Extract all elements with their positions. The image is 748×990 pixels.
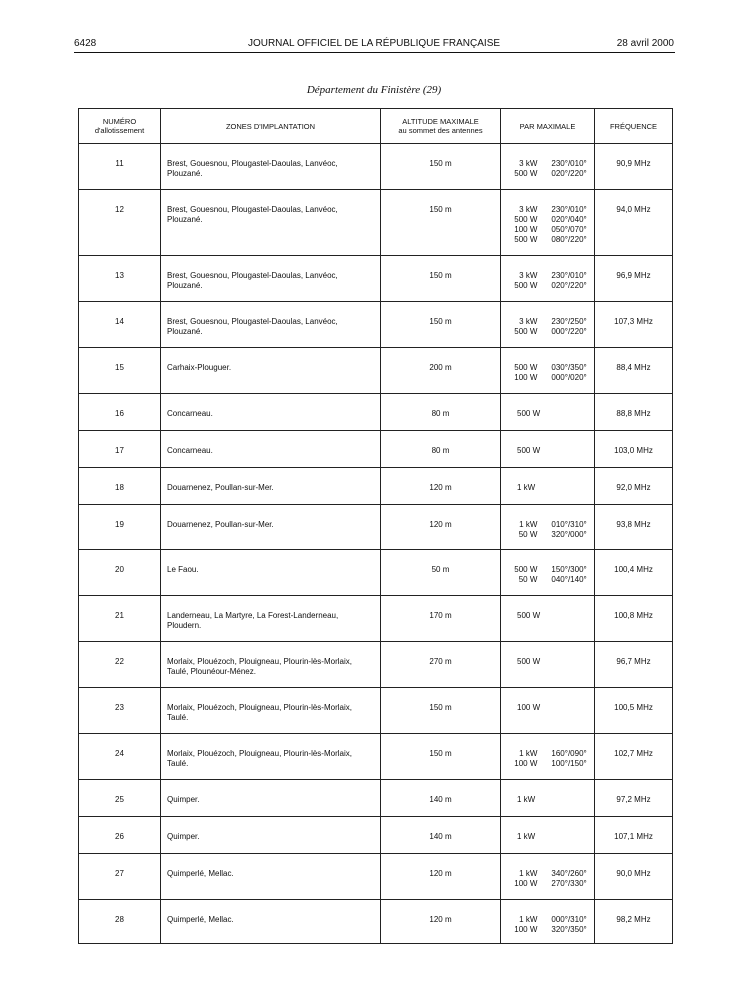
table-row [79, 144, 673, 190]
allotment-number: 27 [79, 854, 161, 900]
power-value: 500 W [514, 281, 538, 290]
implantation-zones: Quimper. [161, 780, 381, 817]
par-entry [501, 832, 593, 842]
azimuth-range [551, 409, 593, 419]
max-altitude: 150 m [381, 190, 501, 256]
implantation-zones: Quimperlé, Mellac. [161, 900, 381, 944]
azimuth-range [551, 832, 593, 842]
par-entry [501, 759, 593, 769]
azimuth-range: 020°/040° [551, 215, 587, 224]
max-altitude: 150 m [381, 302, 501, 348]
power-value: 1 kW [519, 749, 538, 758]
azimuth-range: 010°/310° [551, 520, 587, 529]
par-entry [501, 915, 593, 925]
frequency: 97,2 MHz [595, 780, 673, 817]
max-altitude: 150 m [381, 144, 501, 190]
azimuth-range: 000°/310° [551, 915, 587, 924]
max-altitude: 120 m [381, 900, 501, 944]
azimuth-range: 020°/220° [551, 169, 587, 178]
max-altitude: 50 m [381, 550, 501, 596]
allotment-number: 22 [79, 642, 161, 688]
azimuth-range [551, 657, 593, 667]
frequency: 92,0 MHz [595, 468, 673, 505]
implantation-zones: Carhaix-Plouguer. [161, 348, 381, 394]
par-entry [501, 409, 593, 419]
max-par-cell [501, 900, 595, 944]
par-entry [501, 703, 593, 713]
frequency: 107,3 MHz [595, 302, 673, 348]
azimuth-range: 320°/000° [551, 530, 587, 539]
azimuth-range: 080°/220° [551, 235, 587, 244]
power-value: 3 kW [519, 159, 538, 168]
power-value: 1 kW [519, 915, 538, 924]
azimuth-range: 230°/010° [551, 205, 587, 214]
max-altitude: 80 m [381, 431, 501, 468]
header-rule [74, 52, 675, 53]
max-par-cell [501, 642, 595, 688]
azimuth-range: 230°/010° [551, 159, 587, 168]
journal-title: JOURNAL OFFICIEL DE LA RÉPUBLIQUE FRANÇAISE [247, 38, 501, 49]
table-row [79, 394, 673, 431]
par-entry [501, 373, 593, 383]
power-value: 50 W [518, 530, 538, 539]
azimuth-range: 270°/330° [551, 879, 587, 888]
max-par-cell [501, 734, 595, 780]
max-altitude: 150 m [381, 256, 501, 302]
power-value: 3 kW [519, 271, 538, 280]
allotment-number: 12 [79, 190, 161, 256]
allotment-number: 24 [79, 734, 161, 780]
frequency: 96,9 MHz [595, 256, 673, 302]
par-entry [501, 795, 593, 805]
max-par-cell [501, 550, 595, 596]
max-par-cell [501, 596, 595, 642]
frequency: 102,7 MHz [595, 734, 673, 780]
col-header-number: NUMÉRO d'allotissement [79, 109, 161, 144]
allotment-table [78, 108, 673, 944]
allotment-number: 17 [79, 431, 161, 468]
frequency: 90,9 MHz [595, 144, 673, 190]
max-altitude: 120 m [381, 854, 501, 900]
azimuth-range: 000°/020° [551, 373, 587, 382]
par-entry [501, 281, 593, 291]
allotment-number: 20 [79, 550, 161, 596]
max-altitude: 80 m [381, 394, 501, 431]
par-entry [501, 575, 593, 585]
azimuth-range: 340°/260° [551, 869, 587, 878]
implantation-zones: Brest, Gouesnou, Plougastel-Daoulas, Lanvéoc, Plouzané. [161, 144, 381, 190]
allotment-number: 21 [79, 596, 161, 642]
implantation-zones: Douarnenez, Poullan-sur-Mer. [161, 505, 381, 550]
implantation-zones: Landerneau, La Martyre, La Forest-Landerneau, Ploudern. [161, 596, 381, 642]
power-value: 500 W [514, 235, 538, 244]
max-par-cell [501, 468, 595, 505]
max-altitude: 150 m [381, 688, 501, 734]
implantation-zones: Brest, Gouesnou, Plougastel-Daoulas, Lanvéoc, Plouzané. [161, 256, 381, 302]
table-row [79, 688, 673, 734]
allotment-number: 11 [79, 144, 161, 190]
table-row [79, 642, 673, 688]
allotment-number: 19 [79, 505, 161, 550]
frequency: 107,1 MHz [595, 817, 673, 854]
max-altitude: 150 m [381, 734, 501, 780]
azimuth-range: 000°/220° [551, 327, 587, 336]
allotment-number: 25 [79, 780, 161, 817]
power-value: 100 W [514, 759, 538, 768]
par-entry [501, 520, 593, 530]
implantation-zones: Morlaix, Plouézoch, Plouigneau, Plourin-lès-Morlaix, Taulé. [161, 734, 381, 780]
max-par-cell [501, 256, 595, 302]
power-value: 100 W [514, 373, 538, 382]
table-row [79, 734, 673, 780]
azimuth-range: 100°/150° [551, 759, 587, 768]
power-value: 1 kW [517, 795, 536, 804]
power-value: 500 W [517, 446, 541, 455]
implantation-zones: Concarneau. [161, 431, 381, 468]
par-entry [501, 215, 593, 225]
implantation-zones: Le Faou. [161, 550, 381, 596]
implantation-zones: Quimperlé, Mellac. [161, 854, 381, 900]
max-par-cell [501, 190, 595, 256]
power-value: 500 W [514, 363, 538, 372]
implantation-zones: Quimper. [161, 817, 381, 854]
allotment-number: 18 [79, 468, 161, 505]
power-value: 100 W [514, 879, 538, 888]
max-altitude: 120 m [381, 468, 501, 505]
frequency: 96,7 MHz [595, 642, 673, 688]
implantation-zones: Morlaix, Plouézoch, Plouigneau, Plourin-lès-Morlaix, Taulé. [161, 688, 381, 734]
frequency: 98,2 MHz [595, 900, 673, 944]
frequency: 93,8 MHz [595, 505, 673, 550]
allotment-number: 15 [79, 348, 161, 394]
power-value: 3 kW [519, 317, 538, 326]
max-par-cell [501, 505, 595, 550]
azimuth-range: 150°/300° [551, 565, 587, 574]
max-par-cell [501, 780, 595, 817]
par-entry [501, 205, 593, 215]
allotment-number: 26 [79, 817, 161, 854]
power-value: 500 W [517, 657, 541, 666]
publication-date: 28 avril 2000 [616, 38, 674, 49]
max-altitude: 270 m [381, 642, 501, 688]
par-entry [501, 327, 593, 337]
power-value: 100 W [514, 225, 538, 234]
power-value: 1 kW [519, 520, 538, 529]
azimuth-range [551, 703, 593, 713]
azimuth-range: 030°/350° [551, 363, 587, 372]
par-entry [501, 869, 593, 879]
power-value: 500 W [514, 169, 538, 178]
azimuth-range: 160°/090° [551, 749, 587, 758]
table-header-row [79, 109, 673, 144]
power-value: 500 W [514, 327, 538, 336]
azimuth-range [551, 795, 593, 805]
par-entry [501, 363, 593, 373]
implantation-zones: Brest, Gouesnou, Plougastel-Daoulas, Lanvéoc, Plouzané. [161, 302, 381, 348]
azimuth-range [551, 483, 593, 493]
power-value: 3 kW [519, 205, 538, 214]
allotment-number: 28 [79, 900, 161, 944]
allotment-number: 23 [79, 688, 161, 734]
max-altitude: 140 m [381, 780, 501, 817]
par-entry [501, 159, 593, 169]
power-value: 500 W [517, 409, 541, 418]
azimuth-range: 230°/250° [551, 317, 587, 326]
frequency: 103,0 MHz [595, 431, 673, 468]
table-row [79, 302, 673, 348]
par-entry [501, 235, 593, 245]
implantation-zones: Brest, Gouesnou, Plougastel-Daoulas, Lanvéoc, Plouzané. [161, 190, 381, 256]
power-value: 100 W [514, 925, 538, 934]
table-row [79, 900, 673, 944]
col-header-zones: ZONES D'IMPLANTATION [161, 109, 381, 144]
max-par-cell [501, 431, 595, 468]
implantation-zones: Douarnenez, Poullan-sur-Mer. [161, 468, 381, 505]
table-row [79, 596, 673, 642]
par-entry [501, 611, 593, 621]
max-par-cell [501, 144, 595, 190]
table-row [79, 348, 673, 394]
power-value: 500 W [517, 611, 541, 620]
max-par-cell [501, 302, 595, 348]
table-row [79, 505, 673, 550]
azimuth-range: 040°/140° [551, 575, 587, 584]
par-entry [501, 925, 593, 935]
table-row [79, 256, 673, 302]
max-altitude: 140 m [381, 817, 501, 854]
par-entry [501, 657, 593, 667]
max-altitude: 170 m [381, 596, 501, 642]
azimuth-range: 320°/350° [551, 925, 587, 934]
max-altitude: 200 m [381, 348, 501, 394]
frequency: 88,8 MHz [595, 394, 673, 431]
implantation-zones: Morlaix, Plouézoch, Plouigneau, Plourin-lès-Morlaix, Taulé, Plounéour-Ménez. [161, 642, 381, 688]
par-entry [501, 169, 593, 179]
azimuth-range: 230°/010° [551, 271, 587, 280]
table-row [79, 780, 673, 817]
frequency: 100,8 MHz [595, 596, 673, 642]
par-entry [501, 317, 593, 327]
par-entry [501, 225, 593, 235]
power-value: 500 W [514, 215, 538, 224]
power-value: 100 W [517, 703, 541, 712]
allotment-number: 14 [79, 302, 161, 348]
frequency: 100,4 MHz [595, 550, 673, 596]
max-par-cell [501, 688, 595, 734]
azimuth-range: 020°/220° [551, 281, 587, 290]
max-par-cell [501, 394, 595, 431]
power-value: 1 kW [519, 869, 538, 878]
azimuth-range [551, 446, 593, 456]
table-row [79, 468, 673, 505]
power-value: 500 W [514, 565, 538, 574]
col-header-altitude: ALTITUDE MAXIMALE au sommet des antennes [381, 109, 501, 144]
azimuth-range: 050°/070° [551, 225, 587, 234]
max-par-cell [501, 348, 595, 394]
table-row [79, 817, 673, 854]
par-entry [501, 879, 593, 889]
page-number: 6428 [74, 38, 97, 49]
par-entry [501, 530, 593, 540]
col-header-par: PAR MAXIMALE [501, 109, 595, 144]
frequency: 88,4 MHz [595, 348, 673, 394]
power-value: 50 W [518, 575, 538, 584]
allotment-number: 13 [79, 256, 161, 302]
implantation-zones: Concarneau. [161, 394, 381, 431]
max-par-cell [501, 817, 595, 854]
power-value: 1 kW [517, 483, 536, 492]
table-row [79, 550, 673, 596]
frequency: 94,0 MHz [595, 190, 673, 256]
power-value: 1 kW [517, 832, 536, 841]
par-entry [501, 565, 593, 575]
azimuth-range [551, 611, 593, 621]
frequency: 90,0 MHz [595, 854, 673, 900]
col-header-frequency: FRÉQUENCE [595, 109, 673, 144]
table-row [79, 431, 673, 468]
allotment-number: 16 [79, 394, 161, 431]
department-title: Département du Finistère (29) [306, 84, 442, 96]
table-row [79, 190, 673, 256]
par-entry [501, 749, 593, 759]
table-row [79, 854, 673, 900]
max-altitude: 120 m [381, 505, 501, 550]
frequency: 100,5 MHz [595, 688, 673, 734]
par-entry [501, 446, 593, 456]
par-entry [501, 271, 593, 281]
max-par-cell [501, 854, 595, 900]
par-entry [501, 483, 593, 493]
